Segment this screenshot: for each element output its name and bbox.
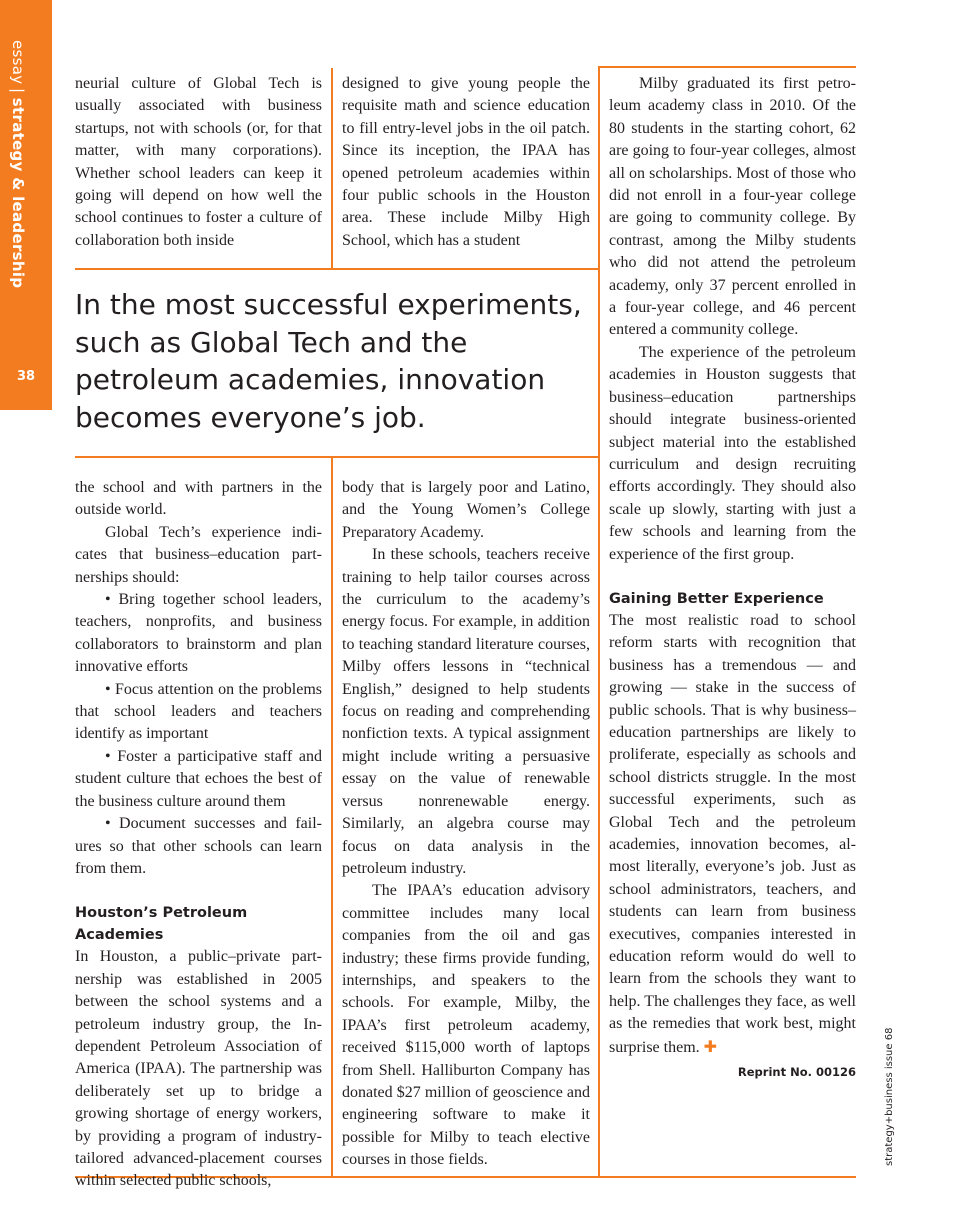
body-paragraph: designed to give young people the requisite math and science education to fill entry-level jobs in the oil patch. Since its inception, the IPAA has opened petroleum academies within four public schools in the Houston area. These include Milby High School, which has a student xyxy=(342,75,590,249)
body-paragraph: neurial culture of Global Tech is usually associated with business startups, not with schools (or, for that matter, with many corporations). Whether school leaders can keep it going will depend on how well the school continues to foster a culture of collaboration both inside xyxy=(75,75,322,249)
column-1-top xyxy=(75,73,322,252)
body-paragraph: In Houston, a public–private partnership was established in 2005 between the school systems and a petroleum industry group, the Independent Petroleum Association of America (IPAA). The partnership was deliberately set up to bridge a growing shortage of energy workers, by providing a program of industry-tailored advanced-placement courses within selected public schools, xyxy=(75,948,322,1190)
section-heading: Gaining Better Experience xyxy=(609,590,824,607)
section-label-main: essay xyxy=(9,40,27,85)
column-divider-bottom xyxy=(331,457,333,1177)
pull-quote: In the most successful experiments, such as Global Tech and the petroleum academies, innovation becomes everyone’s job. xyxy=(75,288,582,434)
body-paragraph: body that is largely poor and Latino, and the Young Women’s College Preparatory Academy. xyxy=(342,479,590,541)
column-divider-right xyxy=(598,66,600,1177)
column-2-top xyxy=(342,73,590,252)
body-paragraph: In these schools, teachers receive training to help tailor courses across the curriculum to the academy’s energy focus. For example, in addition to teaching standard literature courses, Milby offers lessons in “technical English,” designed to help students focus on reading and comprehending nonfiction texts. A typical assignment might include writing a persuasive essay on the value of renewable versus nonrenewable energy. Similarly, an algebra course may focus on data analysis in the petroleum industry. xyxy=(342,546,590,877)
body-paragraph: the school and with partners in the outside world. xyxy=(75,479,322,519)
section-label xyxy=(9,40,27,288)
section-tab xyxy=(0,0,52,410)
publication-footer: strategy+business issue 68 xyxy=(884,1027,895,1166)
section-label-separator: | xyxy=(9,88,27,94)
column-2-bottom xyxy=(342,477,590,1172)
body-paragraph xyxy=(609,610,856,1059)
top-rule-right xyxy=(600,66,856,68)
bullet-item: • Focus attention on the problems that school leaders and teachers identify as important xyxy=(75,680,322,743)
bullet-item: • Bring together school leaders, teachers, nonprofits, and business collaborators to brainstorm and plan innovative efforts xyxy=(75,591,322,676)
column-3 xyxy=(609,73,856,1083)
closing-paragraph-text: The most realistic road to school reform starts with recognition that business has a tremendous — and growing — stake in the success of public schools. That is why business–education partnerships are likely to proliferate, especially as schools and school districts struggle. In the most successful experiments, such as Global Tech and the petroleum academies, innovation becomes, almost literally, everyone’s job. Just as school administrators, teachers, and students can learn from business executives, companies interested in education reform would do well to learn from the schools they want to help. The challenges they face, as well as the remedies that work best, might surprise them. xyxy=(609,611,856,1056)
reprint-number: Reprint No. 00126 xyxy=(737,1065,856,1080)
column-1-bottom xyxy=(75,477,322,1193)
body-paragraph: The experience of the petroleum academies in Houston suggests that business–education partnerships should integrate business-oriented subject material into the established curriculum and design recruiting efforts accordingly. They should also scale up slowly, starting with just a few schools and learning from the experience of the first group. xyxy=(609,343,856,563)
page-number: 38 xyxy=(16,369,36,384)
body-paragraph: Global Tech’s experience indicates that business–education partnerships should: xyxy=(75,523,322,586)
bullet-item: • Foster a participative staff and student culture that echoes the best of the business culture around them xyxy=(75,747,322,810)
section-heading: Houston’s Petroleum Academies xyxy=(75,905,248,944)
column-divider-top xyxy=(331,68,333,269)
pullquote-rule-top xyxy=(75,268,600,270)
bullet-item: • Document successes and failures so that other schools can learn from them. xyxy=(75,815,322,877)
body-paragraph: Milby graduated its first petroleum academy class in 2010. Of the 80 students in the starting cohort, 62 are going to four-year colleges, almost all on scholarships. Most of those who did not enroll in a four-year college are going to community college. By contrast, among the Milby students who did not attend the petroleum academy, only 37 percent enrolled in a four-year college, and 46 percent entered a community college. xyxy=(609,75,856,339)
section-label-sub: strategy & leadership xyxy=(9,97,27,289)
end-mark-icon: ✚ xyxy=(703,1036,718,1056)
body-paragraph: The IPAA’s education advisory committee includes many local companies from the oil and gas industry; these firms provide funding, internships, and speakers to the schools. For example, Milby, the IPAA’s first petroleum academy, received $115,000 worth of laptops from Shell. Halliburton Company has donated $27 million of geoscience and engineering software to make it possible for Milby to teach elective courses in those fields. xyxy=(342,882,590,1169)
pullquote-rule-bottom xyxy=(75,456,600,458)
